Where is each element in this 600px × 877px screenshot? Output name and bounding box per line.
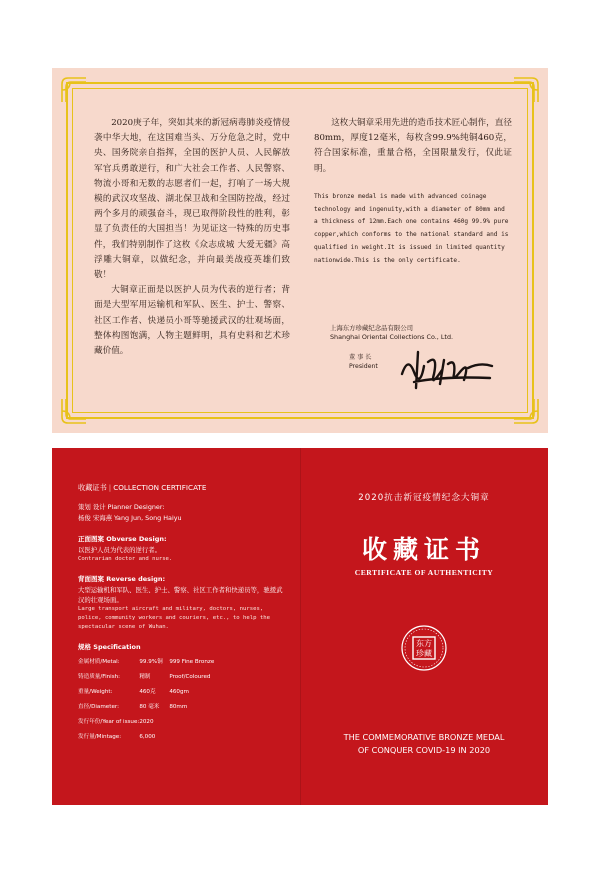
specification-table	[78, 655, 214, 745]
spec-value-cn: 6,000	[139, 733, 156, 740]
company-name-cn: 上海东方珍藏纪念品有限公司	[330, 324, 414, 332]
obverse-en: Contrarian doctor and nurse.	[78, 555, 173, 562]
planner-value: 杨俊 宋海燕 Yang Jun, Song Haiyu	[78, 513, 182, 522]
svg-text:东方: 东方	[416, 639, 432, 648]
spec-value-en	[169, 715, 214, 730]
spec-row	[78, 670, 214, 685]
spec-value-cn: 精制	[139, 673, 151, 680]
corner-ornament-icon	[512, 397, 540, 425]
reverse-cn: 大型运输机和军队、医生、护士、警察、社区工作者和快递员等，驰援武汉的壮观场面。	[78, 585, 283, 605]
spec-key: 发行量/Mintage:	[78, 733, 122, 740]
spec-row	[78, 685, 214, 700]
spec-row	[78, 655, 214, 670]
specification-label: 规格 Specification	[78, 643, 141, 652]
title-en: COLLECTION CERTIFICATE	[113, 483, 207, 492]
spec-row	[78, 700, 214, 715]
corner-ornament-icon	[60, 397, 88, 425]
certificate-text-page	[52, 68, 548, 433]
spec-key: 直径/Diameter:	[78, 703, 119, 710]
company-name-en: Shanghai Oriental Collections Co., Ltd.	[330, 333, 454, 341]
certificate-cover	[52, 448, 548, 805]
obverse-cn: 以医护人员为代表的逆行者。	[78, 545, 162, 554]
spec-key: 重量/Weight:	[78, 688, 113, 695]
spec-key: 金属材质/Metal:	[78, 658, 120, 665]
spec-row	[78, 730, 214, 745]
spec-paragraph-cn: 这枚大铜章采用先进的造币技术匠心制作，直径80mm，厚度12毫米，每枚含99.9%纯铜460克，符合国家标准，重量合格，全国限量发行，仅此证明。	[314, 118, 512, 174]
medal-name-line-1: THE COMMEMORATIVE BRONZE MEDAL	[343, 732, 505, 742]
spec-paragraph-en: This bronze medal is made with advanced coinage technology and ingenuity,with a diameter of 80mm and a thickness of 12mm.Each one contains 460g 99.9% pure copper,which conforms to the national standard and is qualified in weight.It is issued in limited quantity nationwide.This is the only certificate.	[314, 192, 509, 264]
certificate-big-title: 收藏证书	[361, 535, 486, 564]
corner-ornament-icon	[512, 76, 540, 104]
history-text	[94, 116, 290, 359]
design-paragraph: 大铜章正面是以医护人员为代表的逆行者；背面是大型军用运输机和军队、医生、护士、警察、社区工作者、快递员小哥等驰援武汉的壮观场面，整体构图饱满，人物主题鲜明，具有史料和艺术珍藏价值。	[94, 285, 290, 357]
cover-panel	[300, 448, 548, 805]
medal-name-en	[300, 731, 548, 757]
certificate-title-en: CERTIFICATE OF AUTHENTICITY	[354, 568, 494, 577]
spec-value-en: 460gm	[169, 688, 189, 695]
planner-label: 策划 设计 Planner Designer:	[78, 503, 165, 511]
spec-key: 铸造质量/Finish:	[78, 673, 121, 680]
spec-value-cn: 2020	[139, 718, 154, 725]
medal-title: 2020抗击新冠疫情纪念大铜章	[358, 493, 490, 503]
reverse-label: 背面图案 Reverse design:	[78, 575, 166, 584]
obverse-label: 正面图案 Obverse Design:	[78, 535, 167, 543]
spec-value-cn: 460克	[139, 688, 156, 695]
signature-icon	[394, 344, 496, 394]
spec-row	[78, 715, 214, 730]
spec-key: 发行年份/Year of issue:	[78, 718, 140, 725]
title-separator: |	[108, 483, 112, 492]
medal-name-line-2: OF CONQUER COVID-19 IN 2020	[357, 745, 491, 755]
spec-value-en	[169, 730, 214, 745]
collection-certificate-title	[78, 482, 288, 494]
corner-ornament-icon	[60, 76, 88, 104]
details-panel	[78, 482, 288, 745]
spec-value-cn: 99.9%铜	[139, 658, 163, 665]
spec-value-cn: 80 毫米	[139, 703, 160, 710]
brand-seal-icon	[400, 624, 448, 672]
title-cn: 收藏证书	[78, 483, 107, 492]
history-paragraph: 2020庚子年，突如其来的新冠病毒肺炎疫情侵袭中华大地，在这国难当头、万分危急之时，党中央、国务院亲自指挥，全国的医护人员、人民解放军官兵勇敢逆行，和广大社会工作者、人民警察、物流小哥和无数的志愿者们一起，打响了一场大规模的武汉攻坚战、湖北保卫战和全国防控战，经过两个多月的顽强奋斗，现已取得阶段性的胜利，彰显了负责任的大国担当！为见证这一特殊的历史事件，我们特别制作了这枚《众志成城 大爱无疆》高浮雕大铜章，以做纪念，并向最美战疫英雄们致敬！	[94, 118, 290, 281]
svg-text:珍藏: 珍藏	[416, 649, 432, 658]
president-label-cn: 董 事 长	[349, 354, 372, 361]
spec-value-en: 999 Fine Bronze	[169, 658, 215, 665]
reverse-en: Large transport aircraft and military, doctors, nurses, police, community workers and couriers, etc., to help the spectacular scene of Wuhan.	[78, 606, 270, 630]
spec-value-en: Proof/Coloured	[169, 673, 211, 680]
spec-value-en: 80mm	[169, 703, 188, 710]
president-label-en: President	[349, 363, 378, 370]
specification-text	[314, 116, 512, 268]
issuer-block	[330, 324, 510, 342]
